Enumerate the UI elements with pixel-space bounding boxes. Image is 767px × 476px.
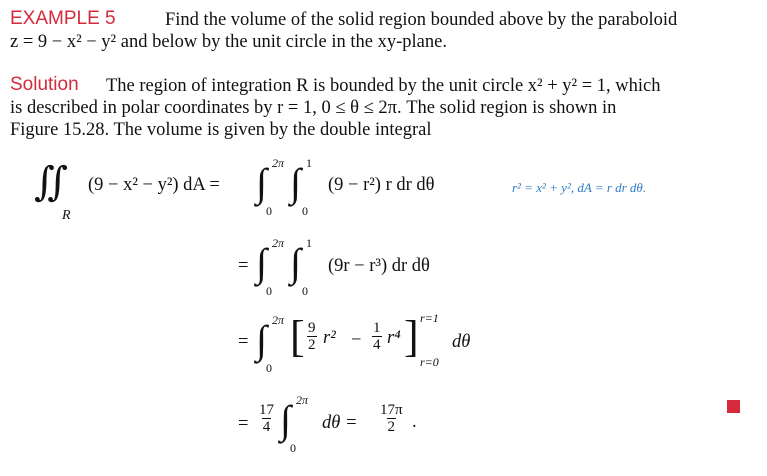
fraction-numerator: 9 <box>308 320 316 336</box>
fraction-denominator: 2 <box>387 419 396 435</box>
eq3-integral: ∫ <box>256 317 267 362</box>
eq2-integrand: (9r − r³) dr dθ <box>328 256 430 276</box>
double-integral-sign: ∬ <box>34 159 69 204</box>
fraction-seventeen-quarters <box>258 402 275 435</box>
solution-text-line3: Figure 15.28. The volume is given by the double integral <box>10 120 432 140</box>
end-of-example-square-icon <box>727 400 740 413</box>
fraction-nine-halves <box>307 320 317 353</box>
left-bracket: [ <box>290 312 305 361</box>
eq2-outer-integral: ∫ <box>256 240 267 285</box>
eq2-outer-upper: 2π <box>272 236 285 250</box>
eq2-inner-lower: 0 <box>302 284 308 298</box>
fraction-numerator: 1 <box>373 320 381 336</box>
eval-lower: r=0 <box>420 355 439 369</box>
eq4-lower: 0 <box>290 441 296 455</box>
minus-sign: − <box>351 330 362 350</box>
inner-integral-sign: ∫ <box>290 160 301 205</box>
margin-note: r² = x² + y², dA = r dr dθ. <box>512 180 647 195</box>
eq3-dtheta: dθ <box>452 332 471 352</box>
eq2-outer-lower: 0 <box>266 284 272 298</box>
region-subscript: R <box>62 208 71 223</box>
cartesian-integrand: (9 − x² − y²) dA = <box>88 175 220 195</box>
fraction-denominator: 2 <box>308 337 316 353</box>
eq2-inner-integral: ∫ <box>290 240 301 285</box>
outer-lower-limit: 0 <box>266 204 272 218</box>
example-text-line1: Find the volume of the solid region bounded above by the paraboloid <box>165 10 678 30</box>
eq2-inner-upper: 1 <box>306 236 312 250</box>
outer-integral-sign: ∫ <box>256 160 267 205</box>
final-period: . <box>412 412 417 432</box>
eq3-equals: = <box>238 332 249 352</box>
eq4-upper: 2π <box>296 393 309 407</box>
fraction-numerator: 17π <box>380 402 403 418</box>
inner-lower-limit: 0 <box>302 204 308 218</box>
eq4-equals: = <box>238 414 249 434</box>
solution-text-line1: The region of integration R is bounded by the unit circle x² + y² = 1, which <box>106 76 661 96</box>
r-fourth: r⁴ <box>387 328 401 348</box>
fraction-denominator: 4 <box>373 337 381 353</box>
eq3-lower: 0 <box>266 361 272 375</box>
right-bracket: ] <box>404 312 419 361</box>
solution-label: Solution <box>10 74 79 95</box>
fraction-numerator: 17 <box>259 402 274 418</box>
eq3-upper: 2π <box>272 313 285 327</box>
eq2-equals: = <box>238 256 249 276</box>
eq4-integral: ∫ <box>280 397 291 442</box>
example-label: EXAMPLE 5 <box>10 8 116 29</box>
solution-text-line2: is described in polar coordinates by r = 1, 0 ≤ θ ≤ 2π. The solid region is shown in <box>10 98 617 118</box>
outer-upper-limit: 2π <box>272 156 285 170</box>
fraction-result <box>379 402 404 435</box>
inner-upper-limit: 1 <box>306 156 312 170</box>
eval-upper: r=1 <box>420 311 439 325</box>
example-text-line2: z = 9 − x² − y² and below by the unit circle in the xy-plane. <box>10 32 447 52</box>
fraction-denominator: 4 <box>262 419 271 435</box>
polar-integrand: (9 − r²) r dr dθ <box>328 175 435 195</box>
fraction-one-quarter <box>372 320 382 353</box>
r-squared: r² <box>323 328 336 348</box>
eq4-dtheta-equals: dθ = <box>322 413 358 433</box>
